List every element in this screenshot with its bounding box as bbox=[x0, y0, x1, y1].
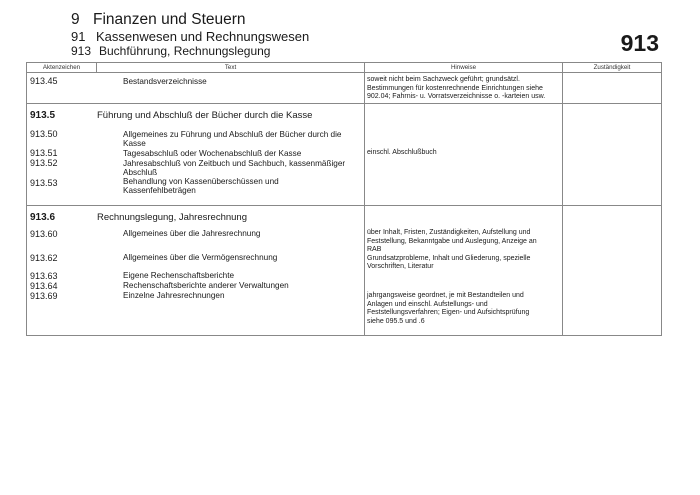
col-header-text: Text bbox=[97, 63, 365, 73]
section-code: 913.5 bbox=[30, 110, 56, 121]
entry-text: Jahresabschluß von Zeitbuch und Sachbuch, kassenmäßiger bbox=[123, 159, 346, 168]
page-header bbox=[71, 10, 309, 58]
header-line-1 bbox=[71, 10, 309, 29]
table-row bbox=[27, 206, 662, 336]
block2-main bbox=[27, 206, 365, 336]
table-row bbox=[27, 73, 662, 104]
entry-text: Bestandsverzeichnisse bbox=[123, 77, 207, 86]
table-row bbox=[27, 104, 662, 206]
block0-notes bbox=[365, 73, 563, 104]
header-text-2: Kassenwesen und Rechnungswesen bbox=[96, 29, 310, 44]
col-header-code: Aktenzeichen bbox=[27, 63, 97, 73]
entry-code: 913.45 bbox=[30, 76, 58, 86]
block1-notes bbox=[365, 104, 563, 206]
entry-text: Abschluß bbox=[123, 168, 158, 177]
entry-text: Allgemeines zu Führung und Abschluß der Bücher durch die bbox=[123, 130, 342, 139]
entry-code: 913.64 bbox=[30, 281, 58, 291]
entry-note: RAB bbox=[367, 246, 382, 253]
entry-code: 913.51 bbox=[30, 148, 58, 158]
section-title: Rechnungslegung, Jahresrechnung bbox=[97, 212, 247, 223]
table-header-row bbox=[27, 63, 662, 73]
entry-text: Allgemeines über die Vermögensrechnung bbox=[123, 253, 278, 262]
header-num-1: 9 bbox=[71, 11, 80, 28]
entry-code: 913.60 bbox=[30, 229, 58, 239]
header-line-2 bbox=[71, 29, 309, 44]
block1-resp bbox=[563, 104, 662, 206]
section-code: 913.6 bbox=[30, 212, 56, 223]
chapter-number: 913 bbox=[620, 30, 659, 56]
block2-notes bbox=[365, 206, 563, 336]
entry-text: Einzelne Jahresrechnungen bbox=[123, 291, 225, 300]
block2-resp bbox=[563, 206, 662, 336]
entry-code: 913.62 bbox=[30, 253, 58, 263]
copyright-side-note bbox=[0, 0, 4, 495]
entry-code: 913.50 bbox=[30, 129, 58, 139]
block1-main bbox=[27, 104, 365, 206]
header-num-3: 913 bbox=[71, 44, 92, 58]
header-line-3 bbox=[71, 44, 309, 58]
entry-note: Feststellungsverfahren; Eigen- und Aufsichtsprüfung bbox=[367, 309, 530, 316]
entry-note: Feststellung, Bekanntgabe und Auslegung, Anzeige an bbox=[367, 237, 537, 245]
block0-main bbox=[27, 73, 365, 104]
header-num-2: 91 bbox=[71, 29, 86, 44]
block0-resp bbox=[563, 73, 662, 104]
entry-text: Allgemeines über die Jahresrechnung bbox=[123, 229, 261, 238]
header-text-1: Finanzen und Steuern bbox=[93, 11, 246, 28]
entry-text: Eigene Rechenschaftsberichte bbox=[123, 271, 235, 280]
col-header-resp: Zuständigkeit bbox=[563, 63, 662, 73]
entry-code: 913.52 bbox=[30, 158, 58, 168]
entry-code: 913.63 bbox=[30, 271, 58, 281]
entry-note: siehe 095.5 und .6 bbox=[367, 317, 425, 325]
entry-note: 902.04; Fahrnis- u. Vorratsverzeichnisse o. -karteien usw. bbox=[367, 93, 546, 100]
entry-note: Grundsatzprobleme, Inhalt und Gliederung, spezielle bbox=[367, 254, 531, 262]
entry-text: Behandlung von Kassenüberschüssen und bbox=[123, 177, 279, 186]
entry-note: Anlagen und einschl. Aufstellungs- und bbox=[367, 300, 488, 308]
entry-text: Kasse bbox=[123, 139, 146, 148]
col-header-note: Hinweise bbox=[365, 63, 563, 73]
entry-text: Kassenfehlbeträgen bbox=[123, 186, 196, 195]
entry-note: einschl. Abschlußbuch bbox=[367, 149, 437, 156]
entry-text: Tagesabschluß oder Wochenabschluß der Kasse bbox=[123, 149, 302, 158]
entry-text: Rechenschaftsberichte anderer Verwaltungen bbox=[123, 281, 289, 290]
register-table bbox=[26, 62, 662, 336]
entry-note: Bestimmungen für kostenrechnende Einrichtungen siehe bbox=[367, 84, 543, 92]
header-text-3: Buchführung, Rechnungslegung bbox=[99, 44, 271, 58]
entry-code: 913.69 bbox=[30, 291, 58, 301]
entry-note: Vorschriften, Literatur bbox=[367, 263, 434, 270]
entry-note: über Inhalt, Fristen, Zuständigkeiten, Aufstellung und bbox=[367, 229, 531, 236]
entry-note: jahrgangsweise geordnet, je mit Bestandteilen und bbox=[367, 292, 524, 299]
entry-code: 913.53 bbox=[30, 178, 58, 188]
section-title: Führung und Abschluß der Bücher durch die Kasse bbox=[97, 110, 313, 121]
entry-note: soweit nicht beim Sachzweck geführt; grundsätzl. bbox=[367, 76, 520, 83]
